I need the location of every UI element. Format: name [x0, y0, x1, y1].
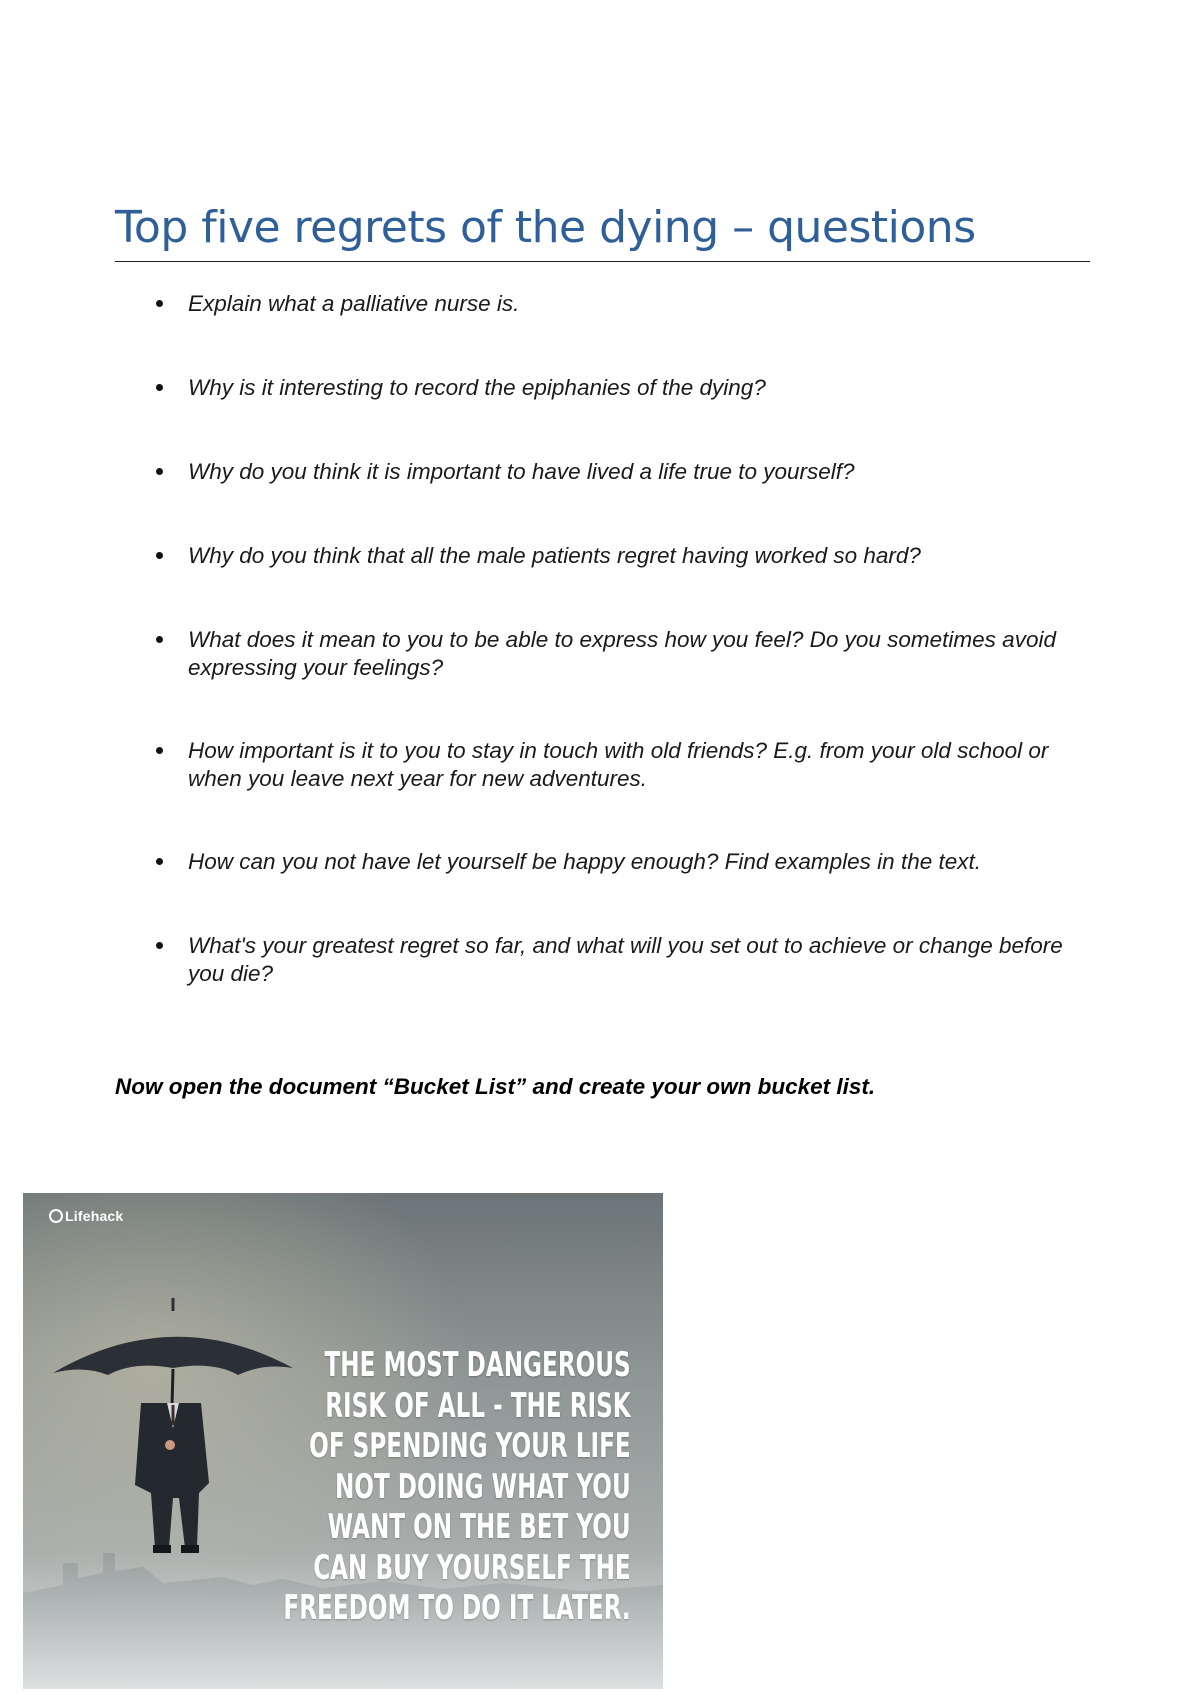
motivational-poster: [23, 1193, 663, 1689]
question-item: [150, 737, 1080, 793]
bucket-list-instruction: Now open the document “Bucket List” and create your own bucket list.: [115, 1074, 876, 1099]
quote-line: OF SPENDING YOUR LIFE: [309, 1426, 631, 1466]
question-item: [150, 932, 1080, 988]
left-shoe: [153, 1545, 171, 1553]
question-text: Explain what a palliative nurse is.: [188, 291, 520, 316]
bullet-icon: [156, 300, 163, 307]
question-item: [150, 848, 1080, 876]
question-item: [150, 542, 1080, 570]
question-item: [150, 290, 1080, 318]
hand: [165, 1440, 175, 1450]
bullet-icon: [156, 858, 163, 865]
lifehack-logo-icon: [49, 1209, 63, 1223]
right-shoe: [181, 1545, 199, 1553]
bullet-icon: [156, 552, 163, 559]
question-text: How important is it to you to stay in touch with old friends? E.g. from your old school or when you leave next year for new adventures.: [188, 738, 1049, 791]
bullet-icon: [156, 942, 163, 949]
quote-line: NOT DOING WHAT YOU: [335, 1466, 631, 1507]
bullet-icon: [156, 636, 163, 643]
question-item: [150, 374, 1080, 402]
question-text: Why do you think that all the male patients regret having worked so hard?: [188, 543, 921, 568]
question-item: [150, 626, 1080, 682]
question-text: Why do you think it is important to have lived a life true to yourself?: [188, 459, 855, 484]
bullet-icon: [156, 384, 163, 391]
quote-line: CAN BUY YOURSELF THE: [313, 1547, 631, 1588]
bullet-icon: [156, 747, 163, 754]
question-text: How can you not have let yourself be happy enough? Find examples in the text.: [188, 849, 981, 874]
poster-quote: [284, 1345, 631, 1629]
quote-line: FREEDOM TO DO IT LATER.: [283, 1588, 631, 1628]
lifehack-logo: [49, 1208, 123, 1224]
title-underline: [115, 261, 1090, 262]
quote-line: THE MOST DANGEROUS: [324, 1345, 631, 1385]
lifehack-logo-text: Lifehack: [65, 1208, 124, 1224]
bullet-icon: [156, 468, 163, 475]
quote-line: WANT ON THE BET YOU: [327, 1507, 631, 1547]
question-text: What's your greatest regret so far, and what will you set out to achieve or change before you die?: [188, 933, 1063, 986]
question-text: What does it mean to you to be able to express how you feel? Do you sometimes avoid expressing your feelings?: [188, 627, 1056, 680]
quote-line: RISK OF ALL - THE RISK: [325, 1385, 631, 1426]
question-text: Why is it interesting to record the epiphanies of the dying?: [188, 375, 766, 400]
page-title: Top five regrets of the dying – questions: [115, 202, 976, 253]
question-item: [150, 458, 1080, 486]
